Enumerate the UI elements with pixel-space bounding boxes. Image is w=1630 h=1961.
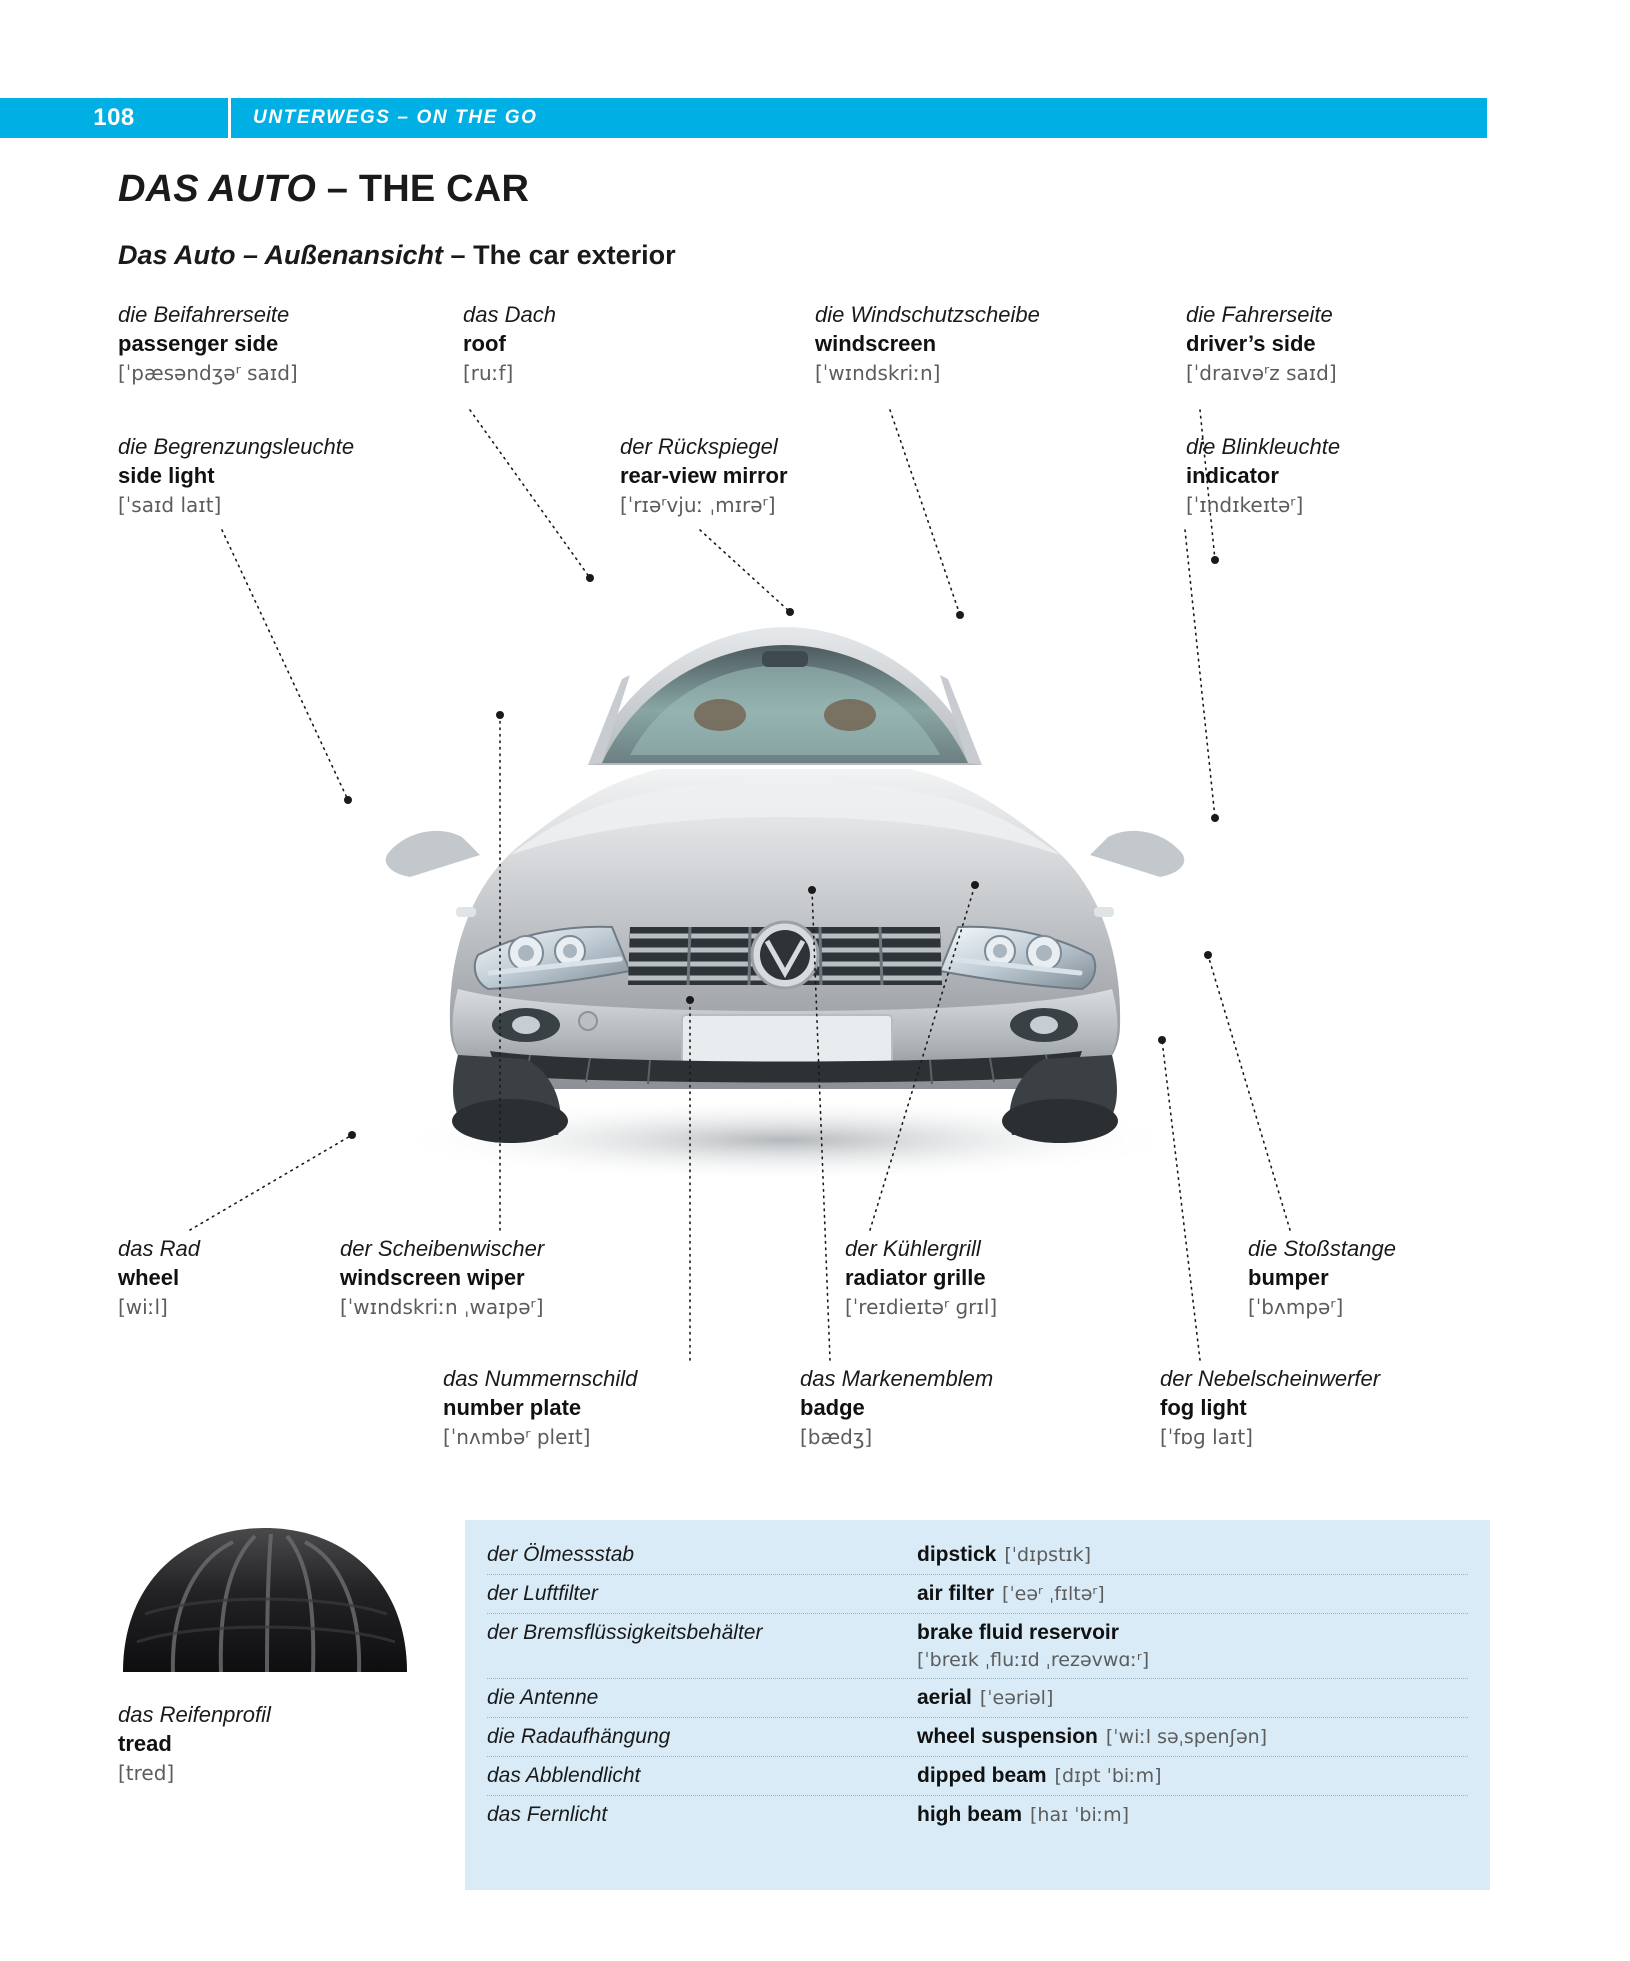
vocab-de: der Ölmessstab — [487, 1543, 635, 1566]
callout-radiator-grille — [845, 1234, 997, 1320]
callout-en: windscreen — [815, 331, 937, 357]
callout-de: die Blinkleuchte — [1186, 434, 1341, 459]
callout-ipa: [ˈɪndɪkeɪtəʳ] — [1186, 493, 1304, 518]
vocab-en: dipstick — [917, 1543, 997, 1566]
callout-ipa: [ˈrɪəʳvjuː ˌmɪrəʳ] — [620, 493, 776, 518]
callout-en: driver’s side — [1186, 331, 1316, 357]
callout-en: rear-view mirror — [620, 463, 788, 489]
callout-en: bumper — [1248, 1265, 1329, 1291]
running-title: UNTERWEGS – ON THE GO — [253, 107, 538, 128]
tyre-caption — [118, 1700, 271, 1786]
vocab-row — [487, 1575, 1468, 1614]
car-front-photo — [330, 555, 1240, 1185]
callout-en: wheel — [118, 1265, 180, 1291]
callout-ipa: [bædʒ] — [800, 1425, 873, 1450]
vocab-en-wrap — [917, 1543, 1091, 1567]
callout-de: die Beifahrerseite — [118, 302, 290, 327]
callout-en: indicator — [1186, 463, 1279, 489]
page-title — [118, 168, 529, 211]
callout-ipa: [ˈnʌmbəʳ pleɪt] — [443, 1425, 591, 1450]
page-title-en: THE CAR — [358, 168, 530, 210]
vocab-en: aerial — [917, 1686, 972, 1709]
callout-en: roof — [463, 331, 506, 357]
vocab-ipa: [haɪ ˈbiːm] — [1030, 1804, 1130, 1826]
vocab-en-wrap — [917, 1686, 1053, 1710]
callout-badge — [800, 1364, 993, 1450]
section-subtitle-en: The car exterior — [473, 240, 676, 270]
vocab-de: der Luftfilter — [487, 1582, 598, 1605]
page-header-band — [0, 98, 1487, 138]
callout-ipa: [ˈwɪndskriːn] — [815, 361, 941, 386]
callout-fog-light — [1160, 1364, 1380, 1450]
callout-de: die Windschutzscheibe — [815, 302, 1040, 327]
vocab-en: brake fluid reservoir — [917, 1621, 1119, 1644]
callout-de: der Nebelscheinwerfer — [1160, 1366, 1381, 1391]
callout-en: radiator grille — [845, 1265, 986, 1291]
callout-passenger-side — [118, 300, 298, 386]
callout-ipa: [ˈpæsəndʒəʳ saɪd] — [118, 361, 298, 386]
section-subtitle-de: Das Auto – Außenansicht — [118, 240, 444, 270]
vocab-en: wheel suspension — [917, 1725, 1098, 1748]
callout-ipa: [ˈwɪndskriːn ˌwaɪpəʳ] — [340, 1295, 544, 1320]
vocab-de: das Abblendlicht — [487, 1764, 641, 1787]
vocab-row — [487, 1536, 1468, 1575]
tyre-caption-ipa: [tred] — [118, 1761, 175, 1786]
vocab-en-wrap — [917, 1764, 1162, 1788]
callout-en: number plate — [443, 1395, 582, 1421]
vocab-de: der Bremsflüssigkeitsbehälter — [487, 1621, 763, 1644]
callout-ipa: [ˈreɪdieɪtəʳ ɡrɪl] — [845, 1295, 998, 1320]
callout-windscreen-wiper — [340, 1234, 544, 1320]
callout-de: der Kühlergrill — [845, 1236, 981, 1261]
callout-de: das Dach — [463, 302, 556, 327]
callout-ipa: [ˈdraɪvəʳz saɪd] — [1186, 361, 1337, 386]
vocab-row — [487, 1796, 1468, 1834]
vocab-de: die Antenne — [487, 1686, 599, 1709]
tyre-caption-de: das Reifenprofil — [118, 1702, 271, 1727]
vocab-row — [487, 1718, 1468, 1757]
vocab-en: air filter — [917, 1582, 995, 1605]
callout-en: side light — [118, 463, 215, 489]
page-title-sep: – — [315, 168, 359, 210]
tyre-tread-photo — [115, 1522, 415, 1682]
vocab-row — [487, 1614, 1468, 1679]
callout-ipa: [ruːf] — [463, 361, 514, 386]
callout-en: badge — [800, 1395, 865, 1421]
callout-windscreen — [815, 300, 1040, 386]
vocab-ipa: [ˈdɪpstɪk] — [1004, 1544, 1092, 1566]
callout-de: die Begrenzungsleuchte — [118, 434, 355, 459]
vocabulary-box — [465, 1520, 1490, 1890]
callout-drivers-side — [1186, 300, 1337, 386]
callout-de: das Nummernschild — [443, 1366, 638, 1391]
vocab-en-wrap — [917, 1621, 1149, 1671]
page-title-de: DAS AUTO — [118, 168, 316, 210]
vocab-ipa: [dɪpt ˈbiːm] — [1054, 1765, 1162, 1787]
vocab-de: das Fernlicht — [487, 1803, 608, 1826]
callout-ipa: [wiːl] — [118, 1295, 168, 1320]
callout-de: die Stoßstange — [1248, 1236, 1396, 1261]
vocab-en: high beam — [917, 1803, 1023, 1826]
callout-de: die Fahrerseite — [1186, 302, 1333, 327]
callout-rear-view-mirror — [620, 432, 788, 518]
vocab-ipa: [ˈwiːl səˌspenʃən] — [1105, 1726, 1268, 1748]
vocab-ipa: [ˈeəriəl] — [979, 1687, 1054, 1709]
callout-ipa: [ˈbʌmpəʳ] — [1248, 1295, 1344, 1320]
tyre-caption-en: tread — [118, 1731, 172, 1757]
callout-en: windscreen wiper — [340, 1265, 525, 1291]
callout-de: das Markenemblem — [800, 1366, 994, 1391]
vocab-en-wrap — [917, 1803, 1129, 1827]
callout-indicator — [1186, 432, 1340, 518]
vocab-de: die Radaufhängung — [487, 1725, 671, 1748]
callout-wheel — [118, 1234, 200, 1320]
vocab-en-wrap — [917, 1725, 1267, 1749]
callout-number-plate — [443, 1364, 637, 1450]
callout-de: der Rückspiegel — [620, 434, 778, 459]
vocab-row — [487, 1679, 1468, 1718]
page-number: 108 — [93, 104, 135, 131]
callout-side-light — [118, 432, 354, 518]
vocab-en-wrap — [917, 1582, 1105, 1606]
vocab-ipa: [ˈbreɪk ˌfluːɪd ˌrezəvwɑːʳ] — [917, 1649, 1150, 1671]
callout-roof — [463, 300, 556, 386]
callout-ipa: [ˈfɒɡ laɪt] — [1160, 1425, 1253, 1450]
callout-en: passenger side — [118, 331, 279, 357]
section-subtitle-sep: – — [443, 240, 474, 270]
section-subtitle — [118, 240, 676, 271]
vocab-row — [487, 1757, 1468, 1796]
callout-ipa: [ˈsaɪd laɪt] — [118, 493, 222, 518]
vocab-ipa: [ˈeəʳ ˌfɪltəʳ] — [1002, 1583, 1105, 1605]
vocab-en: dipped beam — [917, 1764, 1047, 1787]
callout-de: das Rad — [118, 1236, 200, 1261]
callout-bumper — [1248, 1234, 1396, 1320]
callout-de: der Scheibenwischer — [340, 1236, 545, 1261]
callout-en: fog light — [1160, 1395, 1247, 1421]
